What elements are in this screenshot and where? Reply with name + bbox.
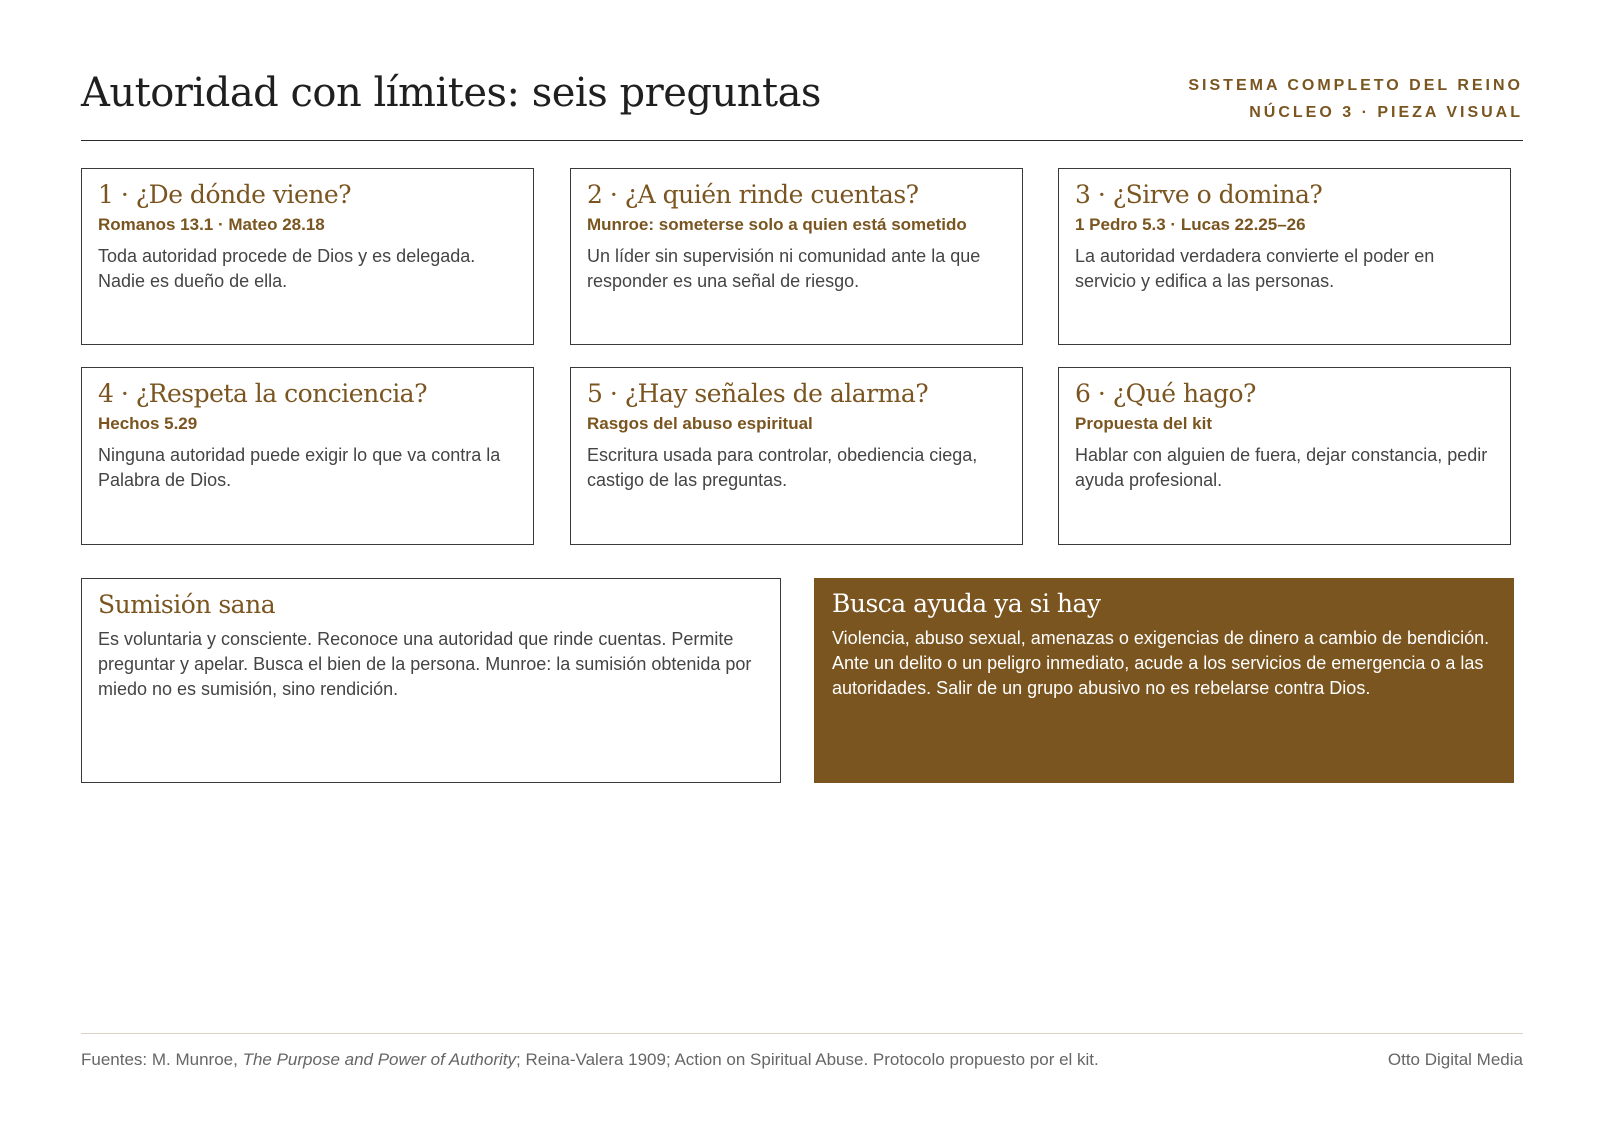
page-title: Autoridad con límites: seis preguntas	[81, 70, 821, 116]
question-card-reference: Munroe: someterse solo a quien está sometido	[587, 215, 967, 234]
footer-sources-prefix: Fuentes: M. Munroe,	[81, 1050, 243, 1069]
healthy-submission-card	[81, 578, 781, 783]
question-card-title: 3 · ¿Sirve o domina?	[1075, 180, 1323, 209]
question-card-reference: Propuesta del kit	[1075, 414, 1212, 433]
healthy-submission-text: Es voluntaria y consciente. Reconoce una autoridad que rinde cuentas. Permite preguntar y apelar. Busca el bien de la persona. Munroe: la sumisión obtenida por miedo no es sumisión, sino rendición.	[98, 629, 752, 699]
question-card-4	[81, 367, 534, 545]
question-card-text: Un líder sin supervisión ni comunidad ante la que responder es una señal de riesgo.	[587, 246, 981, 291]
question-card-5	[570, 367, 1023, 545]
question-card-title: 5 · ¿Hay señales de alarma?	[587, 379, 929, 408]
seek-help-alert-title: Busca ayuda ya si hay	[832, 589, 1101, 618]
footer-sources	[81, 1050, 1099, 1070]
footer-divider	[81, 1033, 1523, 1034]
question-card-text: La autoridad verdadera convierte el poder en servicio y edifica a las personas.	[1075, 246, 1435, 291]
header-meta	[1188, 72, 1523, 126]
question-card-text: Toda autoridad procede de Dios y es delegada. Nadie es dueño de ella.	[98, 246, 476, 291]
header-meta-line-2: NÚCLEO 3 · PIEZA VISUAL	[1249, 104, 1523, 121]
question-card-reference: Hechos 5.29	[98, 414, 198, 433]
question-card-text: Escritura usada para controlar, obediencia ciega, castigo de las preguntas.	[587, 445, 978, 490]
question-card-2	[570, 168, 1023, 345]
question-card-reference: 1 Pedro 5.3 · Lucas 22.25–26	[1075, 215, 1306, 234]
footer-credit: Otto Digital Media	[1387, 1050, 1523, 1069]
question-card-title: 4 · ¿Respeta la conciencia?	[98, 379, 427, 408]
seek-help-alert-card	[814, 578, 1514, 783]
question-card-text: Hablar con alguien de fuera, dejar constancia, pedir ayuda profesional.	[1075, 445, 1488, 490]
footer-sources-suffix: ; Reina-Valera 1909; Action on Spiritual Abuse. Protocolo propuesto por el kit.	[516, 1050, 1099, 1069]
question-card-reference: Romanos 13.1 · Mateo 28.18	[98, 215, 325, 234]
question-card-3	[1058, 168, 1511, 345]
question-card-6	[1058, 367, 1511, 545]
question-card-title: 6 · ¿Qué hago?	[1075, 379, 1256, 408]
question-card-1	[81, 168, 534, 345]
question-card-title: 2 · ¿A quién rinde cuentas?	[587, 180, 919, 209]
footer-sources-book-title: The Purpose and Power of Authority	[242, 1050, 516, 1069]
question-card-title: 1 · ¿De dónde viene?	[98, 180, 352, 209]
healthy-submission-title: Sumisión sana	[98, 590, 276, 619]
header-meta-line-1: SISTEMA COMPLETO DEL REINO	[1188, 77, 1523, 94]
question-card-reference: Rasgos del abuso espiritual	[587, 414, 813, 433]
page-header	[81, 66, 1523, 141]
question-card-text: Ninguna autoridad puede exigir lo que va contra la Palabra de Dios.	[98, 445, 501, 490]
seek-help-alert-text: Violencia, abuso sexual, amenazas o exigencias de dinero a cambio de bendición. Ante un delito o un peligro inmediato, acude a los servicios de emergencia o a las autoridades. Salir de un grupo abusivo no es rebelarse contra Dios.	[832, 628, 1490, 698]
